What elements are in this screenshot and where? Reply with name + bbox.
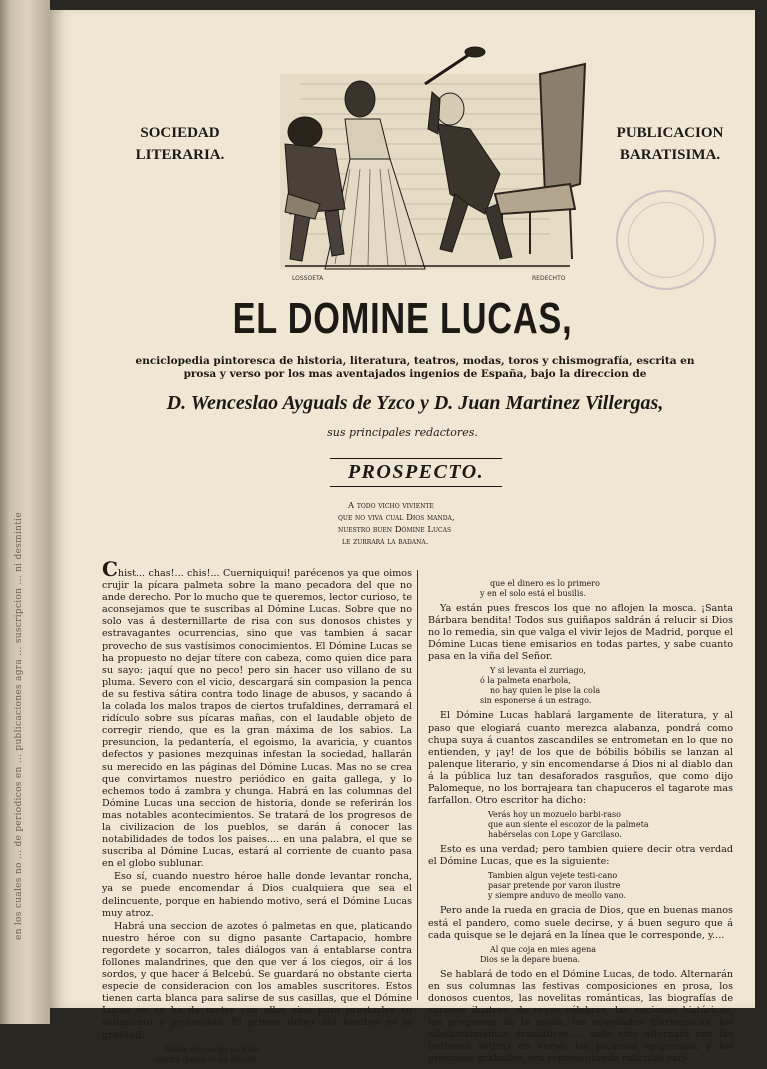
engraving-illustration [240,44,585,284]
illustration-caption-left: LOSSOETA [292,275,324,282]
verse-line: y en el solo está el busilis. [480,589,587,598]
library-stamp [616,190,716,290]
header-left-line2: LITERARIA. [135,147,225,163]
verse-line: Y si levanta el zurriago, [490,666,586,676]
right-verse-2 [428,666,733,706]
header-right [610,122,730,166]
verse-line: que aun siente el escozor de la palmeta [488,820,649,830]
left-verse [102,1045,412,1065]
verse-line: sin esponerse á un estrago. [480,696,592,706]
left-column [102,557,412,1069]
header-right-line2: BARATISIMA. [619,147,721,163]
verse-line: que el dinero es lo primero [490,579,600,588]
document-page [50,10,755,1065]
page-title: EL DOMINE LUCAS, [232,294,573,343]
prospecto-heading: PROSPECTO. [330,458,502,487]
right-paragraph-4: Pero ande la rueda en gracia de Dios, que en buenas manos está el pandero, como suele decirse, y á buen seguro que á cada quisque se le dejará en la línea que le corresponde, y.... [428,905,733,941]
verse-line: Al que coja en mies agena [490,944,597,954]
verse-line: ó la palmeta enarbola, [480,676,571,686]
right-paragraph-3: Esto es una verdad; pero tambien quiere decir otra verdad el Dómine Lucas, que es la siguiente: [428,844,733,868]
dropcap: C [102,557,118,581]
spine-text: en los cuales no ... de periodicos en ... publicaciones agra ... suscripcion ... ni desmintie [14,512,24,940]
verse-line: Tambien algun vejete testi-cano [488,871,618,881]
redactores-line: sus principales redactores. [327,426,478,439]
verse-line: y siempre anduvo de meollo vano. [488,891,627,901]
epigraph-line: nuestro buen Dómine Lucas [338,525,452,535]
header-left [130,122,230,166]
right-verse-5 [428,945,733,965]
right-paragraph-2: El Dómine Lucas hablará largamente de literatura, y al paso que elogiará cuanto merezca alabanza, pondrá como chupa suya á cuantos zascandiles se entrometan en lo que no entienden, y ¡ay! de los que de bóbilis bóbilis se lanzan al palenque literario, y sin encomendarse á Dios ni al diablo dan á la pública luz tan desaforados rasguños, que como dijo Palomeque, no los borrajeara tan chapuceros el tagarote mas farfallon. Otro escritor ha dicho: [428,710,733,807]
header-left-line1: SOCIEDAD [140,125,220,141]
subtitle: enciclopedia pintoresca de historia, literatura, teatros, modas, toros y chismografía, escrita en prosa y verso por los mas aventajados ingenios de España, bajo la direccion de [135,355,695,380]
verse-line: habérselas con Lope y Garcilaso. [488,830,622,840]
verse-line: no hay quien le pise la cola [490,686,601,696]
verse-line: pasar pretende por varon ilustre [488,881,621,891]
epigraph [330,500,530,548]
verse-line: Dios se la depare buena. [480,954,581,964]
left-page-edge [0,0,50,1024]
right-verse-1 [428,579,733,599]
epigraph-line: que no viva cual Dios manda, [338,513,455,523]
verse-line: Nadie descarga su bilis [164,1044,259,1054]
verse-line: contra quien le da dinero, [154,1054,260,1064]
right-paragraph-1: Ya están pues frescos los que no aflojen la mosca. ¡Santa Bárbara bendita! Todos sus guiñapos saldrán á relucir si Dios no lo remedia, sin que valga el vivir lejos de Madrid, porque el Dómine Lucas tiene emisarios en todas partes, y sabe cuanto pasa en la viña del Señor. [428,603,733,663]
illustration-caption-right: REDECHTO [532,275,566,282]
header-right-line1: PUBLICACION [616,125,724,141]
left-paragraph-1-text: hist... chas!... chis!... Cuerniquiqui! parécenos ya que oimos crujir la pícara palmeta sobre la mano pecadora del que no ande derecho. Por lo mucho que te queremos, lector curioso, te aconsejamos que te suscribas al Dómine Lucas. Sobre que no solo vas á desternillarte de risa con sus donosos chistes y estravagantes ocurrencias, sino que vas tambien á sacar provecho de sus vastísimos conocimientos. El Dómine Lucas se ha propuesto no dejar títere con cabeza, como quien dice para su sayo: ¡aquí que no peco! pero sin hacer uso villano de su pluma. Severo con el vicio, descargará sin compasion la penca de su festiva sátira contra todo linage de abusos, y sacando á la colada los malos trapos de ciertos trufaldines, derramará el ridículo sobre sus pícaras mañas, con el laudable objeto de corregir riendo, que es la gran máxima de los sabios. La presuncion, la pedantería, el egoismo, la avaricia, y cuantos defectos y pasiones mezquinas infestan la sociedad, hallarán su merecido en las páginas del Dómine Lucas. Mas no se crea que convirtamos nuestro periódico en gaita gallega, y lo echemos todo á zambra y chunga. Habrá en las columnas del Dómine Lucas una seccion de historia, donde se referirán los mas notables acontecimientos. Se tratará de los progresos de la civilizacion de los pueblos, se darán á conocer las notabilidades de todos los paises.... en una palabra, el que se suscriba al Dómine Lucas, estará al corriente de cuanto pasa en el globo sublunar. [102,568,412,870]
epigraph-line: le zurrará la badana. [342,537,429,547]
left-paragraph-2: Eso sí, cuando nuestro héroe halle donde levantar roncha, ya se puede encomendar á Dios cualquiera que sea el delincuente, porque en habiendo motivo, será el Dómine Lucas muy atroz. [102,871,412,919]
right-paragraph-5: Se hablará de todo en el Dómine Lucas, de todo. Alternarán en sus columnas las festivas composiciones en prosa, los donosos cuentos, las novelitas románticas, las biografías de varones ilustres, de reyes célebres, las nociones históricas, los progresos de la moda, las novedades filarmónicas, los adelantamientos dramáticos..... todo esto alternará con las burlonas sátiras en verso, los picantes epigramas, y los preciosos grabados, ora representando ridículas cari- [428,968,733,1065]
right-verse-3 [428,810,733,840]
column-divider [417,570,418,1000]
right-verse-4 [428,871,733,901]
verse-line: Verás hoy un mozuelo barbi-raso [488,810,621,820]
left-paragraph-3: Habrá una seccion de azotes ó palmetas en que, platicando nuestro héroe con su digno pasante Cartapacio, hombre regordete y socarron, tales diálogos van á entablarse contra follones malandrines, que den que ver á los ciegos, oir á los sordos, y que hacer á Belcebú. Se guardará no obstante cierta especie de consideracion con los amables suscritores. Estos tienen carta blanca para salirse de sus casillas, que el Dómine Lucas no se ha de meter con ellos sino para prestarles su valimiento y proteccion. El primer deber del hombre es la gratitud. [102,920,412,1041]
right-column [428,576,733,1066]
left-paragraph-1 [102,557,412,870]
epigraph-line: A todo vicho viviente [348,501,434,511]
directors-line: D. Wenceslao Ayguals de Yzco y D. Juan Martinez Villergas, [166,392,664,414]
